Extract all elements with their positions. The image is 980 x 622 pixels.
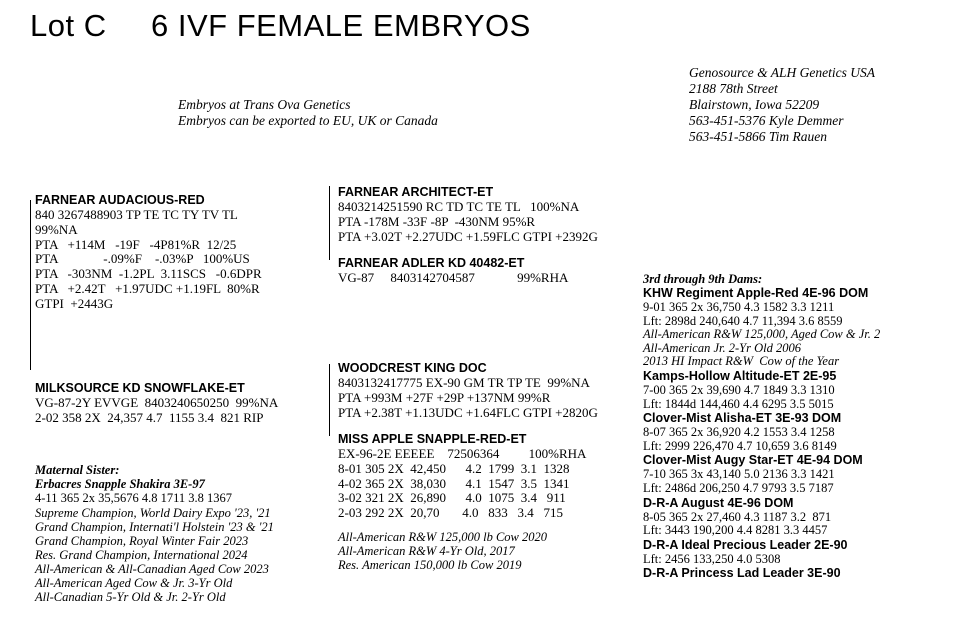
embryo-notes	[178, 97, 438, 129]
dam-entry-name: D-R-A Princess Lad Leader 3E-90	[643, 566, 841, 581]
lot-label: Lot C	[30, 8, 107, 43]
dam-line: VG-87-2Y EVVGE 8403240650250 99%NA	[35, 395, 279, 410]
dam-entry-name: Clover-Mist Alisha-ET 3E-93 DOM	[643, 411, 842, 426]
dam-of-dam-name: MISS APPLE SNAPPLE-RED-ET	[338, 432, 527, 446]
contact-line: 2188 78th Street	[689, 81, 778, 96]
dam-of-dam-honor: Res. American 150,000 lb Cow 2019	[338, 557, 522, 572]
dam-entry	[643, 566, 880, 581]
dam-entry-name: KHW Regiment Apple-Red 4E-96 DOM	[643, 286, 869, 300]
dams-heading: 3rd through 9th Dams:	[643, 272, 763, 286]
dam-entry-record: Lft: 1844d 144,460 4.4 6295 3.5 5015	[643, 396, 834, 411]
sire-line: 840 3267488903 TP TE TC TY TV TL	[35, 207, 238, 222]
dam-entry-honor: All-American Jr. 2-Yr Old 2006	[643, 340, 801, 355]
sire-line: PTA +114M -19F -4P81%R 12/25	[35, 236, 237, 252]
maternal-sister-honor: Supreme Champion, World Dairy Expo '23, '21	[35, 505, 271, 520]
maternal-sister-honor: All-American & All-Canadian Aged Cow 2023	[35, 561, 269, 576]
dam-of-dam-record: 2-03 292 2X 20,70 4.0 833 3.4 715	[338, 505, 563, 521]
dam-entry-name: Clover-Mist Augy Star-ET 4E-94 DOM	[643, 453, 863, 468]
dam-of-sire-block	[338, 256, 568, 286]
contact-line: 563-451-5866 Tim Rauen	[689, 129, 827, 144]
sire-of-sire-block	[338, 185, 598, 244]
sire-name: FARNEAR AUDACIOUS-RED	[35, 193, 205, 207]
dam-entry-honor: 2013 HI Impact R&W Cow of the Year	[643, 354, 840, 369]
sire-of-sire-bracket-line	[329, 186, 330, 260]
dam-of-sire-line: VG-87 8403142704587 99%RHA	[338, 270, 569, 285]
dam-entry-name: Kamps-Hollow Altitude-ET 2E-95	[643, 368, 837, 383]
maternal-sister-honor: Res. Grand Champion, International 2024	[35, 547, 248, 562]
sire-of-sire-line: 8403214251590 RC TD TC TE TL 100%NA	[338, 199, 580, 214]
maternal-sister-heading: Maternal Sister:	[35, 463, 120, 477]
sire-of-dam-line: PTA +993M +27F +29P +137NM 99%R	[338, 389, 551, 405]
dam-entry-record: 9-01 365 2x 36,750 4.3 1582 3.3 1211	[643, 300, 835, 314]
dam-entry-record: Lft: 2999 226,470 4.7 10,659 3.6 8149	[643, 438, 837, 453]
dam-of-dam-honor: All-American R&W 4-Yr Old, 2017	[338, 543, 515, 558]
dam-entry	[643, 496, 880, 538]
dam-entry-record: 8-05 365 2x 27,460 4.3 1187 3.2 871	[643, 509, 832, 524]
dam-entry	[643, 411, 880, 453]
sire-line: GTPI +2443G	[35, 295, 114, 311]
maternal-sister-honor: Grand Champion, Internati'l Holstein '23 & '21	[35, 519, 274, 534]
sire-of-dam-name: WOODCREST KING DOC	[338, 361, 487, 375]
sire-line: 99%NA	[35, 221, 78, 237]
sire-line: PTA -.09%F -.03%P 100%US	[35, 251, 250, 267]
dam-name: MILKSOURCE KD SNOWFLAKE-ET	[35, 381, 245, 395]
sire-block	[35, 193, 262, 312]
dam-line: 2-02 358 2X 24,357 4.7 1155 3.4 821 RIP	[35, 409, 264, 425]
dam-block	[35, 381, 278, 426]
maternal-sister-honor: All-American Aged Cow & Jr. 3-Yr Old	[35, 575, 233, 590]
sire-line: PTA +2.42T +1.97UDC +1.19FL 80%R	[35, 280, 260, 296]
sire-of-sire-line: PTA +3.02T +2.27UDC +1.59FLC GTPI +2392G	[338, 228, 598, 244]
sire-of-dam-block	[338, 361, 598, 420]
sire-line: PTA -303NM -1.2PL 3.11SCS -0.6DPR	[35, 266, 262, 282]
maternal-sister-block	[35, 463, 274, 604]
dam-entry-record: Lft: 3443 190,200 4.4 8281 3.3 4457	[643, 523, 828, 538]
dam-of-dam-record: 3-02 321 2X 26,890 4.0 1075 3.4 911	[338, 490, 566, 506]
dam-of-dam-record: 4-02 365 2X 38,030 4.1 1547 3.5 1341	[338, 475, 570, 491]
dam-of-sire-name: FARNEAR ADLER KD 40482-ET	[338, 256, 525, 270]
sire-bracket-line	[30, 200, 31, 370]
note-line: Embryos at Trans Ova Genetics	[178, 97, 351, 112]
contact-line: 563-451-5376 Kyle Demmer	[689, 113, 844, 128]
dam-entry-name: D-R-A August 4E-96 DOM	[643, 495, 794, 510]
sire-of-dam-bracket-line	[329, 364, 330, 436]
dam-entry-name: D-R-A Ideal Precious Leader 2E-90	[643, 537, 848, 552]
dam-entry-record: 8-07 365 2x 36,920 4.2 1553 3.4 1258	[643, 425, 835, 440]
dam-of-dam-block	[338, 432, 586, 572]
dam-entry-record: Lft: 2898d 240,640 4.7 11,394 3.6 8559	[643, 313, 843, 328]
dam-entry	[643, 538, 880, 567]
sire-of-sire-line: PTA -178M -33F -8P -430NM 95%R	[338, 213, 536, 229]
contact-block	[689, 65, 875, 145]
maternal-sister-name: Erbacres Snapple Shakira 3E-97	[35, 477, 205, 491]
dam-entry-record: 7-00 365 2x 39,690 4.7 1849 3.3 1310	[643, 382, 835, 397]
dam-of-dam-honor: All-American R&W 125,000 lb Cow 2020	[338, 529, 548, 544]
maternal-sister-record: 4-11 365 2x 35,5676 4.8 1711 3.8 1367	[35, 491, 232, 505]
contact-line: Genosource & ALH Genetics USA	[689, 65, 875, 80]
dam-entry-record: Lft: 2456 133,250 4.0 5308	[643, 551, 781, 566]
dam-of-dam-id-line: EX-96-2E EEEEE 72506364 100%RHA	[338, 446, 587, 461]
dam-entry-record: 7-10 365 3x 43,140 5.0 2136 3.3 1421	[643, 467, 835, 482]
dam-entry-honor: All-American R&W 125,000, Aged Cow & Jr. 2	[643, 327, 881, 342]
dam-entry	[643, 453, 880, 495]
dams-list	[643, 286, 880, 581]
maternal-sister-honor: Grand Champion, Royal Winter Fair 2023	[35, 533, 249, 548]
note-line: Embryos can be exported to EU, UK or Canada	[178, 113, 438, 128]
sire-of-sire-name: FARNEAR ARCHITECT-ET	[338, 185, 494, 199]
dam-entry	[643, 369, 880, 411]
dam-entry-record: Lft: 2486d 206,250 4.7 9793 3.5 7187	[643, 480, 834, 495]
sire-of-dam-line: 8403132417775 EX-90 GM TR TP TE 99%NA	[338, 375, 590, 390]
dam-of-dam-record: 8-01 305 2X 42,450 4.2 1799 3.1 1328	[338, 460, 570, 476]
dams-block	[643, 272, 880, 581]
sire-of-dam-line: PTA +2.38T +1.13UDC +1.64FLC GTPI +2820G	[338, 404, 598, 420]
contact-line: Blairstown, Iowa 52209	[689, 97, 820, 112]
maternal-sister-honor: All-Canadian 5-Yr Old & Jr. 2-Yr Old	[35, 589, 226, 604]
dam-entry	[643, 286, 880, 369]
page-title: 6 IVF FEMALE EMBRYOS	[151, 8, 531, 43]
